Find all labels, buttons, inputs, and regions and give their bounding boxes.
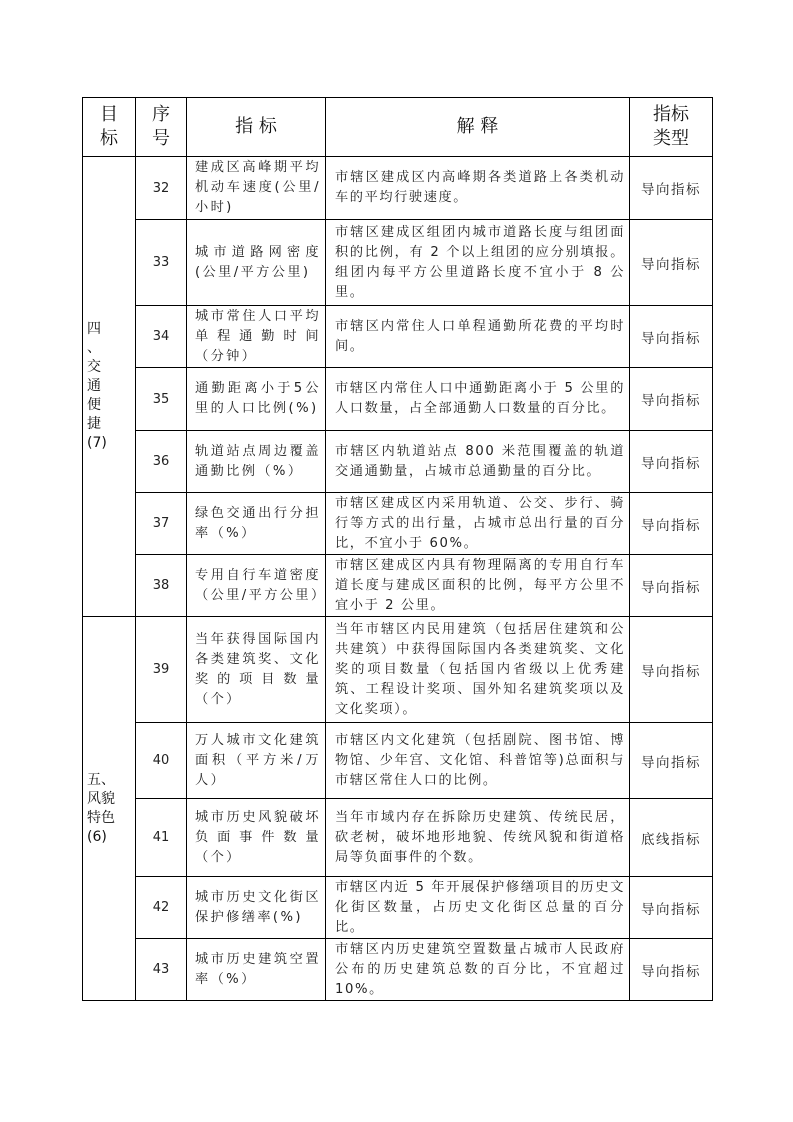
indicator-type: 导向指标 [630, 306, 713, 368]
row-number: 37 [136, 493, 187, 555]
table-row [83, 939, 713, 1001]
table-row [83, 431, 713, 493]
indicator-name: 城市历史文化街区保护修缮率(%) [187, 877, 326, 939]
indicator-name: 建成区高峰期平均机动车速度(公里/小时) [187, 157, 326, 220]
indicator-type: 导向指标 [630, 877, 713, 939]
indicator-explanation: 市辖区内近 5 年开展保护修缮项目的历史文化街区数量，占历史文化街区总量的百分比。 [326, 877, 630, 939]
table-row [83, 220, 713, 306]
indicator-type: 导向指标 [630, 220, 713, 306]
group-label-line: 特色 [87, 809, 115, 826]
table-row [83, 493, 713, 555]
indicator-type: 导向指标 [630, 723, 713, 799]
indicator-explanation: 市辖区内常住人口单程通勤所花费的平均时间。 [326, 306, 630, 368]
row-number: 32 [136, 157, 187, 220]
table-row [83, 723, 713, 799]
indicator-name: 通勤距离小于5公里的人口比例(%) [187, 368, 326, 431]
row-number: 38 [136, 555, 187, 617]
indicator-name: 城市历史建筑空置率（%） [187, 939, 326, 1001]
row-number: 34 [136, 306, 187, 368]
group-label-line: (6) [87, 828, 107, 845]
header-type-line1: 指标 [653, 104, 689, 125]
row-number: 41 [136, 799, 187, 877]
indicator-explanation: 市辖区内常住人口中通勤距离小于 5 公里的人口数量，占全部通勤人口数量的百分比。 [326, 368, 630, 431]
table-row [83, 555, 713, 617]
indicator-explanation: 市辖区内历史建筑空置数量占城市人民政府公布的历史建筑总数的百分比，不宜超过 10%。 [326, 939, 630, 1001]
indicator-table [82, 97, 713, 1001]
row-number: 36 [136, 431, 187, 493]
indicator-type: 导向指标 [630, 431, 713, 493]
group-label-line: 交 通 [87, 359, 107, 394]
group-label-transport [83, 157, 136, 617]
row-number: 43 [136, 939, 187, 1001]
indicator-explanation: 市辖区建成区组团内城市道路长度与组团面积的比例，有 2 个以上组团的应分别填报。组团内每平方公里道路长度不宜小于 8 公里。 [326, 220, 630, 306]
group-label-line: (7) [87, 435, 107, 451]
indicator-name: 城市道路网密度(公里/平方公里) [187, 220, 326, 306]
table-row [83, 877, 713, 939]
row-number: 42 [136, 877, 187, 939]
indicator-explanation: 当年市辖区内民用建筑（包括居住建筑和公共建筑）中获得国际国内各类建筑奖、文化奖的项目数量（包括国内省级以上优秀建筑、工程设计奖项、国外知名建筑奖项以及文化奖项）。 [326, 617, 630, 723]
indicator-type: 底线指标 [630, 799, 713, 877]
header-explanation: 解 释 [326, 98, 630, 157]
table-row [83, 617, 713, 723]
group-label-line: 便 捷 [87, 397, 107, 432]
indicator-type: 导向指标 [630, 617, 713, 723]
header-indicator: 指 标 [187, 98, 326, 157]
indicator-name: 万人城市文化建筑面积（平方米/万人） [187, 723, 326, 799]
row-number: 35 [136, 368, 187, 431]
indicator-type: 导向指标 [630, 939, 713, 1001]
header-seq [136, 98, 187, 157]
indicator-name: 城市常住人口平均单程通勤时间 （分钟） [187, 306, 326, 368]
row-number: 40 [136, 723, 187, 799]
indicator-name: 城市历史风貌破坏负面事件数量 （个） [187, 799, 326, 877]
indicator-explanation: 市辖区建成区内具有物理隔离的专用自行车道长度与建成区面积的比例，每平方公里不宜小于 2 公里。 [326, 555, 630, 617]
indicator-type: 导向指标 [630, 493, 713, 555]
table-row [83, 368, 713, 431]
group-label-line: 风貌 [87, 790, 115, 807]
header-seq-line1: 序 [152, 104, 170, 125]
table-row [83, 157, 713, 220]
group-label-appearance [83, 617, 136, 1001]
indicator-explanation: 当年市域内存在拆除历史建筑、传统民居，砍老树，破坏地形地貌、传统风貌和街道格局等负面事件的个数。 [326, 799, 630, 877]
indicator-explanation: 市辖区建成区内高峰期各类道路上各类机动车的平均行驶速度。 [326, 157, 630, 220]
header-type-line2: 类型 [653, 128, 689, 149]
header-goal-line1: 目 [100, 104, 118, 125]
group-label-line: 五、 [87, 771, 115, 788]
header-goal [83, 98, 136, 157]
group-label-line: 四 、 [87, 321, 107, 356]
indicator-type: 导向指标 [630, 368, 713, 431]
table-row [83, 306, 713, 368]
indicator-explanation: 市辖区建成区内采用轨道、公交、步行、骑行等方式的出行量，占城市总出行量的百分比，不宜小于 60%。 [326, 493, 630, 555]
indicator-type: 导向指标 [630, 555, 713, 617]
row-number: 39 [136, 617, 187, 723]
header-row [83, 98, 713, 157]
header-type [630, 98, 713, 157]
indicator-explanation: 市辖区内轨道站点 800 米范围覆盖的轨道交通通勤量，占城市总通勤量的百分比。 [326, 431, 630, 493]
table-row [83, 799, 713, 877]
indicator-type: 导向指标 [630, 157, 713, 220]
row-number: 33 [136, 220, 187, 306]
indicator-name: 轨道站点周边覆盖通勤比例（%） [187, 431, 326, 493]
indicator-name: 当年获得国际国内各类建筑奖、文化奖的项目数量 （个） [187, 617, 326, 723]
indicator-name: 专用自行车道密度（公里/平方公里） [187, 555, 326, 617]
header-goal-line2: 标 [100, 128, 118, 149]
indicator-name: 绿色交通出行分担率（%） [187, 493, 326, 555]
header-seq-line2: 号 [152, 128, 170, 149]
indicator-explanation: 市辖区内文化建筑（包括剧院、图书馆、博物馆、少年宫、文化馆、科普馆等)总面积与市辖区常住人口的比例。 [326, 723, 630, 799]
